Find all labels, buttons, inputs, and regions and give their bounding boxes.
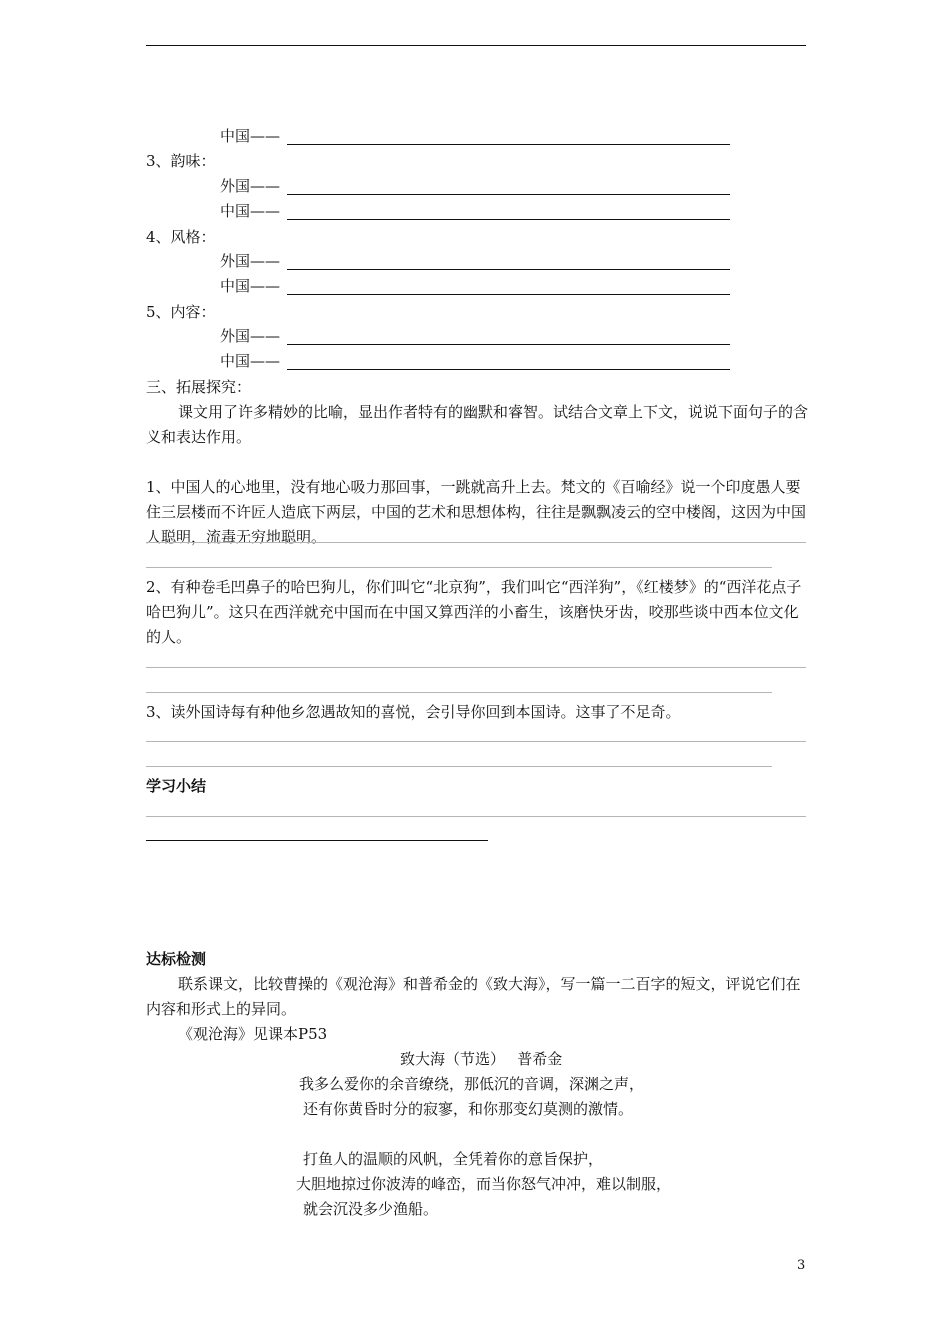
fill-line[interactable] (287, 294, 730, 295)
summary-heading: 学习小结 (146, 777, 207, 795)
fill-prefix-china-4: 中国—— (220, 277, 281, 295)
question-3: 3、读外国诗每有种他乡忽遇故知的喜悦，会引导你回到本国诗。这事了不足奇。 (146, 703, 681, 721)
item-label-yunwei: 3、韵味： (146, 152, 216, 170)
fill-prefix-china-3: 中国—— (220, 202, 281, 220)
answer-line[interactable] (146, 766, 772, 767)
fill-line[interactable] (287, 144, 730, 145)
answer-line[interactable] (146, 692, 772, 693)
header-rule (146, 45, 806, 46)
fill-line[interactable] (287, 219, 730, 220)
section-heading-explore: 三、拓展探究： (146, 378, 252, 396)
explore-intro: 课文用了许多精妙的比喻，显出作者特有的幽默和睿智。试结合文章上下文，说说下面句子的含义和表达作用。 (146, 403, 809, 446)
page-number: 3 (797, 1258, 806, 1273)
poem-line: 大胆地掠过你波涛的峰峦，而当你怒气冲冲，难以制服， (296, 1175, 672, 1193)
poem-line: 打鱼人的温顺的风帆，全凭着你的意旨保护， (303, 1150, 604, 1168)
fill-prefix-foreign-3: 外国—— (220, 177, 281, 195)
fill-line[interactable] (287, 344, 730, 345)
answer-line[interactable] (146, 567, 772, 568)
fill-prefix-foreign-4: 外国—— (220, 252, 281, 270)
poem-line: 就会沉没多少渔船。 (303, 1200, 439, 1218)
item-label-neirong: 5、内容： (146, 303, 216, 321)
answer-line[interactable] (146, 741, 806, 742)
answer-line[interactable] (146, 542, 806, 543)
fill-prefix-china-2: 中国—— (220, 127, 281, 145)
answer-line[interactable] (146, 816, 806, 817)
fill-prefix-china-5: 中国—— (220, 352, 281, 370)
reference-note: 《观沧海》见课本P53 (178, 1025, 328, 1043)
poem-line: 我多么爱你的余音缭绕，那低沉的音调，深渊之声， (299, 1075, 645, 1093)
fill-line[interactable] (287, 269, 730, 270)
fill-line[interactable] (287, 369, 730, 370)
answer-line[interactable] (146, 667, 806, 668)
fill-line[interactable] (287, 194, 730, 195)
question-2: 2、有种卷毛凹鼻子的哈巴狗儿，你们叫它“北京狗”，我们叫它“西洋狗”，《红楼梦》的“西洋花点子哈巴狗儿”。这只在西洋就充中国而在中国又算西洋的小畜生，该磨快牙齿，咬那些谈中西本位文化的人。 (146, 578, 802, 646)
poem-line: 还有你黄昏时分的寂寥，和你那变幻莫测的激情。 (303, 1100, 634, 1118)
poem-title: 致大海（节选） 普希金 (400, 1050, 563, 1068)
item-label-fengge: 4、风格： (146, 228, 216, 246)
fill-prefix-foreign-5: 外国—— (220, 327, 281, 345)
question-1: 1、中国人的心地里，没有地心吸力那回事，一跳就高升上去。梵文的《百喻经》说一个印度愚人要住三层楼而不许匠人造底下两层，中国的艺术和思想体构，往往是飘飘凌云的空中楼阁，这因为中国人聪明，流毒无穷地聪明。 (146, 478, 807, 546)
answer-line[interactable] (146, 840, 488, 841)
assessment-heading: 达标检测 (146, 950, 207, 968)
assessment-task: 联系课文，比较曹操的《观沧海》和普希金的《致大海》，写一篇一二百字的短文，评说它们在内容和形式上的异同。 (146, 975, 801, 1018)
